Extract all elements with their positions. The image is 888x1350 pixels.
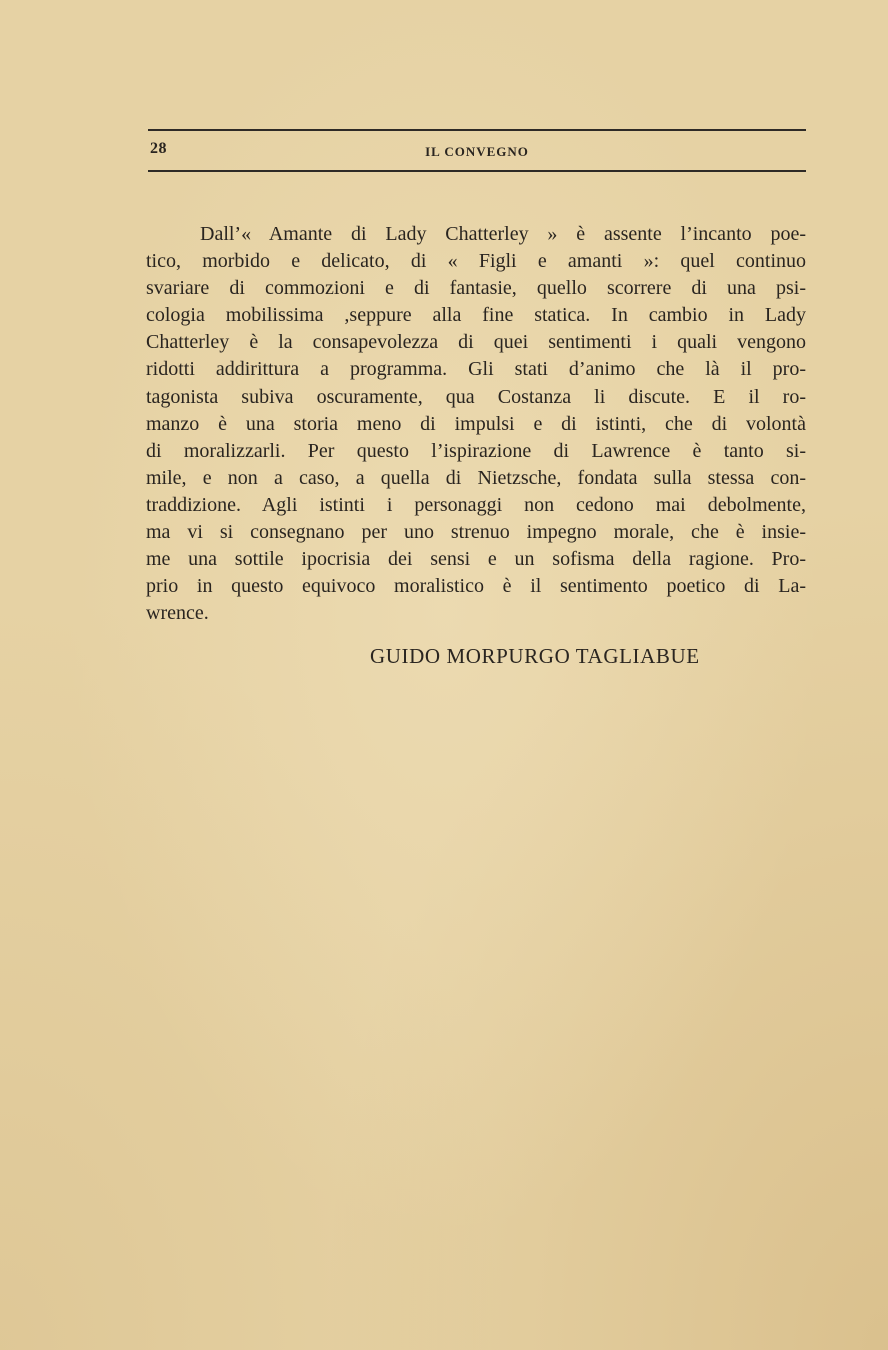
text-line: tagonista subiva oscuramente, qua Costanza li discute. E il ro- — [146, 385, 806, 408]
text-line: wrence. — [146, 602, 209, 625]
text-line: cologia mobilissima ,seppure alla fine statica. In cambio in Lady — [146, 304, 806, 327]
text-line: prio in questo equivoco moralistico è il sentimento poetico di La- — [146, 575, 806, 598]
text-line: manzo è una storia meno di impulsi e di istinti, che di volontà — [146, 412, 806, 435]
header-top-rule — [148, 129, 806, 131]
running-head: IL CONVEGNO — [425, 144, 529, 159]
text-line: traddizione. Agli istinti i personaggi non cedono mai debolmente, — [146, 493, 806, 516]
text-line: me una sottile ipocrisia dei sensi e un sofisma della ragione. Pro- — [146, 548, 806, 571]
text-line: Dall’« Amante di Lady Chatterley » è assente l’incanto poe- — [200, 223, 806, 245]
text-line: Chatterley è la consapevolezza di quei sentimenti i quali vengono — [146, 331, 806, 354]
text-line: svariare di commozioni e di fantasie, quello scorrere di una psi- — [146, 277, 806, 300]
article-paragraph — [146, 221, 806, 627]
page-header — [148, 136, 806, 166]
text-line: ridotti addirittura a programma. Gli stati d’animo che là il pro- — [146, 358, 806, 381]
page-number: 28 — [150, 140, 167, 157]
text-line: di moralizzarli. Per questo l’ispirazione di Lawrence è tanto si- — [146, 439, 806, 462]
text-line: ma vi si consegnano per uno strenuo impegno morale, che è insie- — [146, 521, 806, 544]
text-line: mile, e non a caso, a quella di Nietzsche, fondata sulla stessa con- — [146, 466, 806, 489]
header-bottom-rule — [148, 170, 806, 172]
author-signature: GUIDO MORPURGO TAGLIABUE — [370, 644, 700, 668]
text-line: tico, morbido e delicato, di « Figli e amanti »: quel continuo — [146, 250, 806, 273]
